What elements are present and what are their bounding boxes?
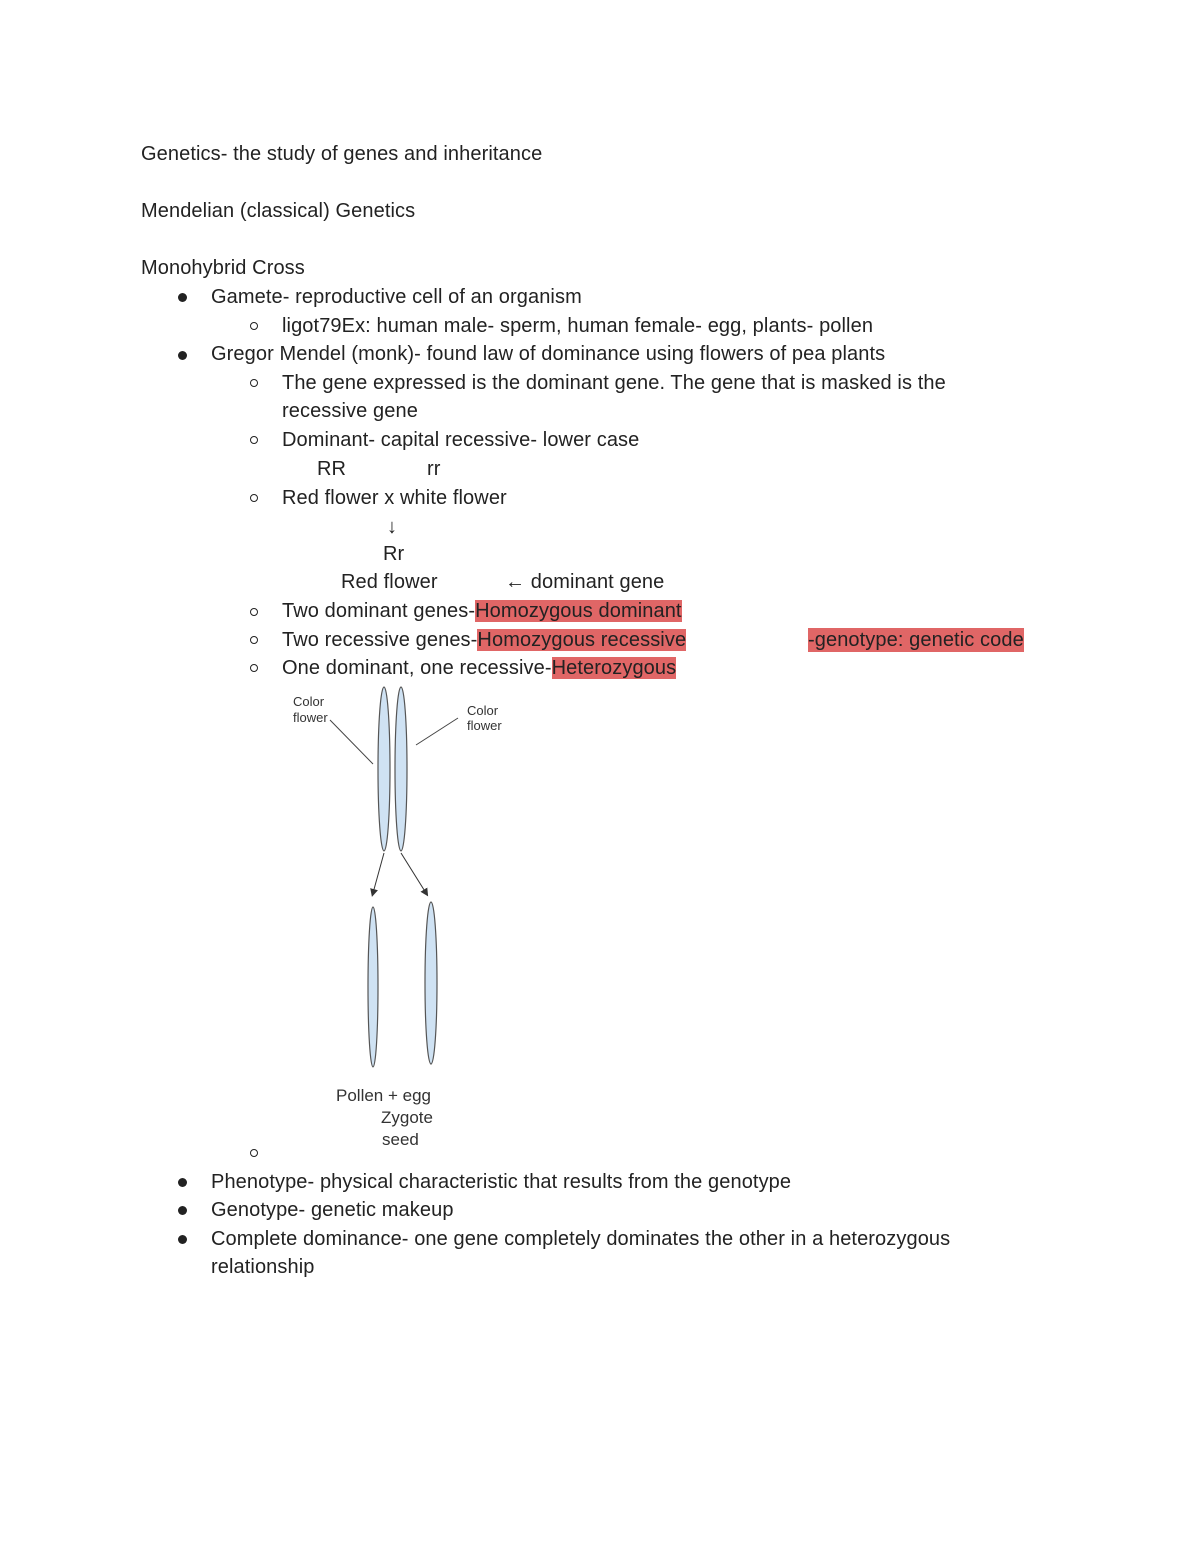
pointer-line-left	[330, 720, 373, 764]
cross-result: Rr	[383, 543, 405, 565]
item-complete-line2: relationship	[211, 1256, 315, 1278]
label-color-flower-left-1: Color	[293, 694, 325, 709]
heading-mendelian: Mendelian (classical) Genetics	[141, 200, 416, 222]
case-recessive-example: rr	[427, 458, 441, 480]
chromosome-top-right	[395, 687, 407, 851]
caption-pollen-egg: Pollen + egg	[336, 1086, 431, 1105]
chromosome-top-left	[378, 687, 390, 851]
highlight-homozygous-dominant: Homozygous dominant	[475, 600, 682, 622]
sub-bullet-icon	[250, 1149, 258, 1157]
chromosome-bottom-right	[425, 902, 437, 1064]
item-expressed-line1: The gene expressed is the dominant gene. The gene that is masked is the	[282, 372, 946, 394]
bullet-icon	[178, 1235, 187, 1244]
chromosome-bottom-left	[368, 907, 378, 1067]
item-gamete-example: ligot79Ex: human male- sperm, human female- egg, plants- pollen	[282, 315, 874, 337]
item-gamete: Gamete- reproductive cell of an organism	[211, 286, 582, 308]
bullet-icon	[178, 1206, 187, 1215]
highlight-homozygous-recessive: Homozygous recessive	[477, 629, 687, 651]
label-color-flower-left-2: flower	[293, 710, 328, 725]
label-color-flower-right-2: flower	[467, 718, 502, 733]
label-color-flower-right-1: Color	[467, 703, 499, 718]
item-case: Dominant- capital recessive- lower case	[282, 429, 640, 451]
caption-zygote: Zygote	[381, 1108, 433, 1127]
cross-red-flower: Red flower	[341, 571, 438, 593]
split-arrow-left	[373, 853, 384, 893]
item-two-dominant: Two dominant genes-Homozygous dominant	[282, 600, 682, 622]
item-phenotype: Phenotype- physical characteristic that results from the genotype	[211, 1171, 792, 1193]
heading-genetics: Genetics- the study of genes and inheritance	[141, 143, 543, 165]
highlight-genotype-note: -genotype: genetic code	[808, 629, 1024, 651]
pointer-line-right	[416, 718, 458, 745]
highlight-heterozygous: Heterozygous	[551, 657, 677, 679]
caption-seed: seed	[382, 1130, 419, 1149]
heading-monohybrid: Monohybrid Cross	[141, 257, 305, 279]
case-dominant-example: RR	[317, 458, 347, 480]
item-complete-line1: Complete dominance- one gene completely dominates the other in a heterozygous	[211, 1228, 951, 1250]
split-arrow-right	[401, 853, 426, 893]
cross-down-arrow-icon: ↓	[387, 516, 398, 538]
bullet-icon	[178, 1178, 187, 1187]
item-one-each: One dominant, one recessive-Heterozygous	[282, 657, 677, 679]
item-cross: Red flower x white flower	[282, 487, 507, 509]
cross-dominant-note: ← dominant gene	[505, 571, 665, 593]
item-expressed-line2: recessive gene	[282, 400, 418, 422]
item-genotype: Genotype- genetic makeup	[211, 1199, 454, 1221]
item-two-recessive: Two recessive genes-Homozygous recessive	[282, 629, 687, 651]
item-mendel: Gregor Mendel (monk)- found law of dominance using flowers of pea plants	[211, 343, 886, 365]
